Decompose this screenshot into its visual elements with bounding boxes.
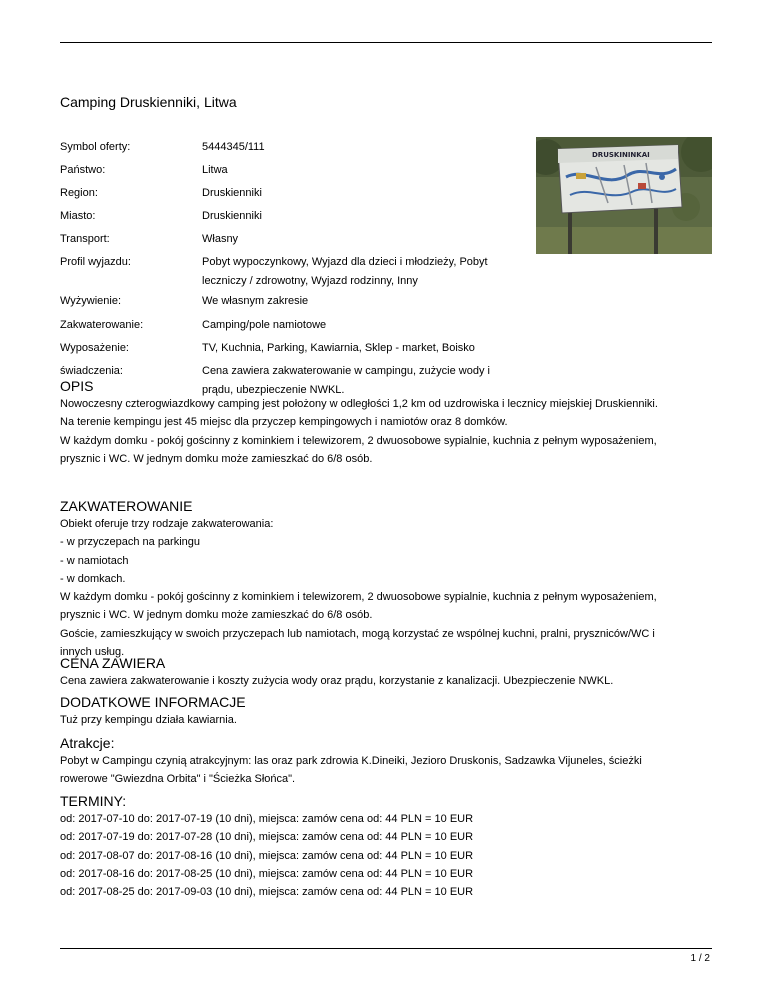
section-zakwaterowanie bbox=[60, 498, 712, 661]
fact-value: Własny bbox=[202, 233, 239, 245]
text-line: W każdym domku - pokój gościnny z kominkiem i telewizorem, 2 dwuosobowe sypialnie, kuchnia z pełnym wyposażeniem, bbox=[60, 591, 657, 604]
fact-value: 5444345/111 bbox=[202, 141, 265, 153]
footer-rule bbox=[60, 948, 712, 949]
text-line: Obiekt oferuje trzy rodzaje zakwaterowania: bbox=[60, 518, 274, 530]
fact-label: Profil wyjazdu: bbox=[60, 256, 131, 268]
term-line: od: 2017-08-25 do: 2017-09-03 (10 dni), miejsca: zamów cena od: 44 PLN = 10 EUR bbox=[60, 886, 474, 899]
term-line: od: 2017-07-10 do: 2017-07-19 (10 dni), miejsca: zamów cena od: 44 PLN = 10 EUR bbox=[60, 813, 474, 825]
fact-label: Transport: bbox=[60, 233, 110, 245]
section-heading: ZAKWATEROWANIE bbox=[60, 498, 193, 514]
section-heading: Atrakcje: bbox=[60, 735, 115, 751]
fact-label: Symbol oferty: bbox=[60, 141, 131, 153]
text-line: rowerowe "Gwiezdna Orbita" i "Ścieżka Słońca". bbox=[60, 773, 296, 786]
section-heading: TERMINY: bbox=[60, 793, 127, 809]
fact-label: Państwo: bbox=[60, 164, 106, 176]
text-line: - w namiotach bbox=[60, 554, 129, 567]
text-line: - w przyczepach na parkingu bbox=[60, 536, 201, 549]
fact-value: TV, Kuchnia, Parking, Kawiarnia, Sklep - market, Boisko bbox=[202, 342, 475, 354]
text-line: prysznic i WC. W jednym domku może zamieszkać do 6/8 osób. bbox=[60, 609, 373, 622]
text-line: - w domkach. bbox=[60, 572, 126, 585]
section-opis bbox=[60, 378, 712, 468]
fact-value: Litwa bbox=[202, 164, 228, 176]
text-line: Goście, zamieszkujący w swoich przyczepach lub namiotach, mogą korzystać ze wspólnej kuchni, pralni, pryszniców/WC i bbox=[60, 627, 655, 640]
fact-label: Wyżywienie: bbox=[60, 295, 122, 307]
text-line: prysznic i WC. W jednym domku może zamieszkać do 6/8 osób. bbox=[60, 452, 373, 465]
map-sign-photo bbox=[536, 137, 712, 254]
fact-value-line: Pobyt wypoczynkowy, Wyjazd dla dzieci i młodzieży, Pobyt bbox=[202, 256, 488, 268]
text-line: Cena zawiera zakwaterowanie i koszty zużycia wody oraz prądu, korzystanie z kanalizacji. Ubezpieczenie NWKL. bbox=[60, 675, 614, 687]
fact-value-line: leczniczy / zdrowotny, Wyjazd rodzinny, Inny bbox=[202, 275, 418, 287]
fact-label: Zakwaterowanie: bbox=[60, 319, 144, 331]
fact-value-line: prądu, ubezpieczenie NWKL. bbox=[202, 384, 345, 396]
fact-label: świadczenia: bbox=[60, 365, 123, 377]
text-line: Na terenie kempingu jest 45 miejsc dla przyczep kempingowych i namiotów oraz 8 domków. bbox=[60, 416, 508, 429]
section-terminy bbox=[60, 793, 712, 901]
fact-value-multiline bbox=[202, 253, 532, 291]
text-line: Tuż przy kempingu działa kawiarnia. bbox=[60, 714, 237, 726]
page-number: 1 / 2 bbox=[690, 953, 710, 964]
section-heading: DODATKOWE INFORMACJE bbox=[60, 694, 246, 710]
sign-text: DRUSKININKAI bbox=[592, 151, 650, 159]
section-dodatkowe bbox=[60, 694, 712, 729]
fact-value: Camping/pole namiotowe bbox=[202, 319, 327, 331]
section-heading: CENA ZAWIERA bbox=[60, 655, 166, 671]
section-heading: OPIS bbox=[60, 378, 94, 394]
fact-value: Druskienniki bbox=[202, 187, 262, 199]
term-line: od: 2017-08-16 do: 2017-08-25 (10 dni), miejsca: zamów cena od: 44 PLN = 10 EUR bbox=[60, 867, 474, 880]
text-line: innych usług. bbox=[60, 646, 125, 659]
text-line: Pobyt w Campingu czynią atrakcyjnym: las oraz park zdrowia K.Dineiki, Jezioro Druskonis, Sadzawka Vijuneles, ścieżki bbox=[60, 755, 642, 767]
fact-value: Druskienniki bbox=[202, 210, 262, 222]
section-atrakcje bbox=[60, 735, 712, 789]
term-line: od: 2017-08-07 do: 2017-08-16 (10 dni), miejsca: zamów cena od: 44 PLN = 10 EUR bbox=[60, 849, 474, 862]
header-rule bbox=[60, 42, 712, 43]
fact-label: Miasto: bbox=[60, 210, 96, 222]
term-line: od: 2017-07-19 do: 2017-07-28 (10 dni), miejsca: zamów cena od: 44 PLN = 10 EUR bbox=[60, 831, 474, 844]
fact-value: We własnym zakresie bbox=[202, 295, 309, 307]
fact-value-line: Cena zawiera zakwaterowanie w campingu, zużycie wody i bbox=[202, 365, 490, 377]
fact-label: Wyposażenie: bbox=[60, 342, 129, 354]
text-line: Nowoczesny czterogwiazdkowy camping jest położony w odległości 1,2 km od uzdrowiska i lecznicy miejskiej Druskienniki. bbox=[60, 398, 658, 410]
text-line: W każdym domku - pokój gościnny z kominkiem i telewizorem, 2 dwuosobowe sypialnie, kuchnia z pełnym wyposażeniem, bbox=[60, 434, 657, 447]
section-cena bbox=[60, 655, 712, 690]
fact-label: Region: bbox=[60, 187, 98, 199]
page-title: Camping Druskienniki, Litwa bbox=[60, 94, 237, 110]
